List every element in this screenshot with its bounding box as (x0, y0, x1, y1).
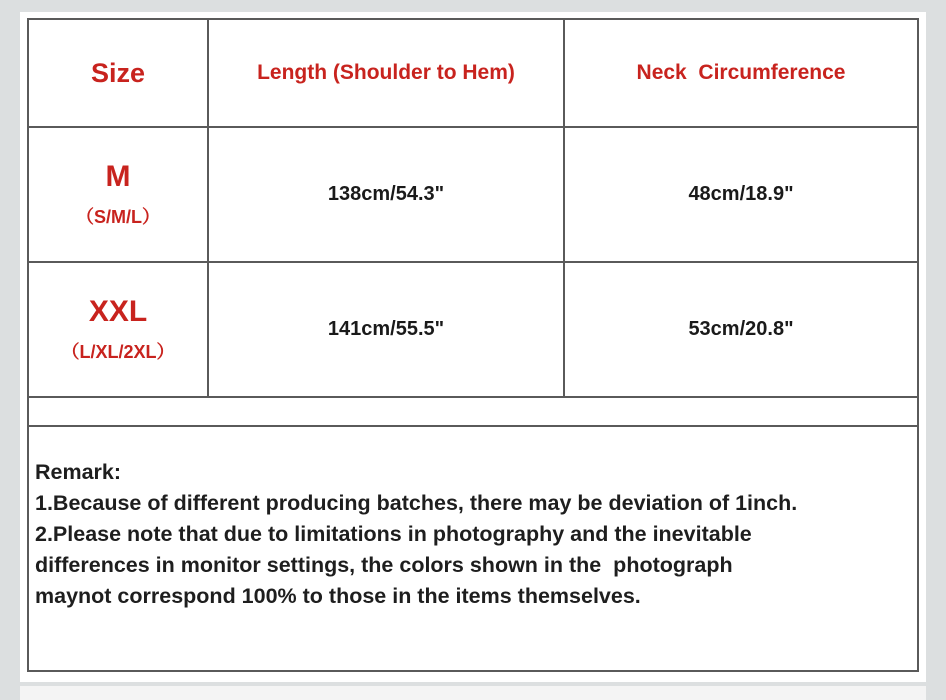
length-value: 138cm/54.3" (327, 183, 445, 205)
size-label: M (105, 160, 131, 194)
remark-line: 1.Because of different producing batches, there may be deviation of 1inch. (35, 491, 798, 515)
neck-value: 53cm/20.8" (688, 318, 794, 340)
size-note: （L/XL/2XL） (61, 341, 175, 362)
bottom-strip (20, 686, 926, 700)
remark-box (27, 425, 919, 672)
header-neck-cell (565, 20, 917, 126)
neck-value-cell (565, 128, 917, 261)
header-neck: Neck Circumference (636, 61, 846, 84)
table-row-size-m (29, 128, 207, 261)
table-row-size-xxl (29, 263, 207, 396)
length-value-cell (209, 128, 563, 261)
size-chart-sheet (20, 12, 926, 682)
remark-line: differences in monitor settings, the colors shown in the photograph (35, 553, 733, 577)
header-size: Size (90, 57, 146, 88)
size-table (27, 18, 919, 398)
remark-line: 2.Please note that due to limitations in photography and the inevitable (35, 522, 752, 546)
empty-row (27, 396, 919, 427)
neck-value-cell (565, 263, 917, 396)
header-length: Length (Shoulder to Hem) (257, 61, 515, 84)
neck-value: 48cm/18.9" (688, 183, 794, 205)
size-label: XXL (88, 295, 148, 329)
length-value-cell (209, 263, 563, 396)
header-length-cell (209, 20, 563, 126)
remark-title: Remark: (35, 460, 122, 484)
size-note: （S/M/L） (76, 206, 160, 227)
header-size-cell (29, 20, 207, 126)
remark-line: maynot correspond 100% to those in the items themselves. (35, 584, 641, 608)
length-value: 141cm/55.5" (327, 318, 445, 340)
